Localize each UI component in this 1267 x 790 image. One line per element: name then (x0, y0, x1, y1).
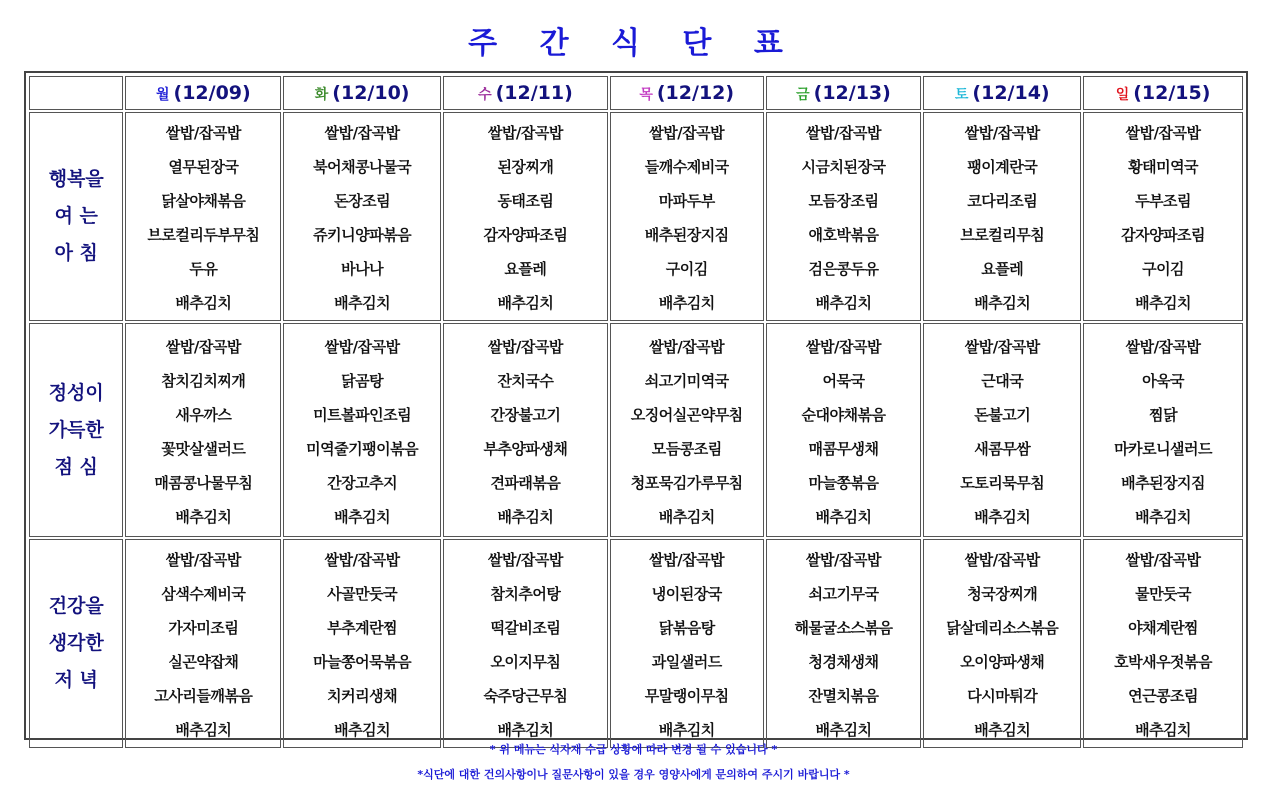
menu-item: 쌀밥/잡곡밥 (487, 337, 563, 356)
menu-item: 쌀밥/잡곡밥 (324, 124, 400, 142)
menu-item: 동태조림 (497, 192, 554, 210)
meal-row-lunch (29, 323, 1243, 537)
menu-item: 실곤약잡채 (168, 653, 239, 671)
menu-item: 호박새우젓볶음 (1114, 653, 1213, 671)
menu-item: 아욱국 (1142, 371, 1185, 390)
menu-item: 부추양파생채 (483, 439, 568, 458)
menu-item: 돈장조림 (334, 192, 391, 210)
menu-item: 마카로니샐러드 (1114, 439, 1213, 458)
menu-cell (1083, 112, 1243, 321)
menu-cell (610, 112, 764, 321)
menu-cell (283, 112, 441, 321)
menu-item: 쇠고기무국 (808, 585, 879, 603)
menu-cell (923, 539, 1081, 748)
meal-label-line: 저 녁 (54, 669, 98, 691)
day-glyph: 월 (155, 87, 170, 103)
menu-item: 두부조림 (1135, 192, 1192, 210)
menu-item: 들깨수제비국 (644, 158, 729, 176)
menu-item: 브로컬리두부무침 (147, 226, 260, 244)
menu-item: 배추김치 (334, 721, 391, 739)
menu-item: 감자양파조림 (1121, 226, 1206, 244)
day-date: (12/14) (972, 82, 1050, 104)
menu-item: 새콤무쌈 (974, 439, 1031, 458)
menu-item: 잔멸치볶음 (808, 687, 879, 705)
menu-item: 청국장찌개 (967, 585, 1038, 603)
menu-item: 어묵국 (822, 371, 865, 390)
menu-item: 배추김치 (815, 721, 872, 739)
day-glyph: 토 (954, 87, 969, 103)
meal-label-line: 아 침 (54, 242, 98, 264)
menu-item: 순대야채볶음 (801, 405, 886, 424)
menu-item: 미역줄기팽이볶음 (306, 439, 419, 458)
menu-item: 배추김치 (497, 294, 554, 312)
menu-item-list (284, 113, 440, 320)
menu-item: 마늘쫑볶음 (808, 473, 879, 492)
menu-item: 쌀밥/잡곡밥 (649, 551, 725, 569)
day-date: (12/15) (1133, 82, 1211, 104)
menu-item: 잔치국수 (497, 371, 554, 390)
menu-item: 배추김치 (1135, 294, 1192, 312)
menu-item: 청포묵김가루무침 (630, 473, 743, 492)
menu-item: 모듬콩조림 (651, 439, 722, 458)
menu-item: 모듬장조림 (808, 192, 879, 210)
menu-item: 쌀밥/잡곡밥 (1125, 551, 1201, 569)
menu-item-list (126, 327, 280, 534)
page-title: 주 간 식 단 표 (468, 26, 799, 61)
menu-item: 배추김치 (1135, 507, 1192, 526)
menu-item: 쌀밥/잡곡밥 (806, 124, 881, 142)
menu-item: 코다리조림 (967, 192, 1038, 210)
menu-item: 떡갈비조림 (490, 619, 561, 637)
meal-label-line: 생각한 (48, 632, 104, 654)
day-glyph: 화 (314, 87, 329, 103)
menu-item: 청경채생채 (808, 653, 879, 671)
menu-item-list (924, 113, 1080, 320)
menu-item: 고사리들깨볶음 (154, 687, 253, 705)
menu-cell (283, 323, 441, 537)
menu-item-list (611, 113, 763, 320)
menu-cell (766, 539, 922, 748)
day-header-sat (923, 76, 1081, 110)
menu-cell (610, 323, 764, 537)
menu-item: 해물굴소스볶음 (794, 619, 893, 637)
menu-item: 배추김치 (815, 507, 872, 526)
menu-cell (125, 539, 281, 748)
menu-item: 과일샐러드 (651, 653, 722, 671)
menu-item: 쌀밥/잡곡밥 (324, 337, 400, 356)
menu-item: 매콤무생채 (808, 439, 879, 458)
menu-item: 오이양파생채 (960, 653, 1045, 671)
menu-item: 다시마튀각 (967, 687, 1038, 705)
menu-item: 쇠고기미역국 (644, 371, 729, 390)
menu-item: 간장고추지 (327, 473, 398, 492)
day-glyph: 일 (1115, 87, 1130, 103)
menu-item-list (611, 327, 763, 534)
menu-item: 쌀밥/잡곡밥 (165, 337, 241, 356)
day-header-tue (283, 76, 441, 110)
menu-item: 쌀밥/잡곡밥 (1125, 124, 1201, 142)
menu-item: 구이김 (1142, 260, 1185, 278)
menu-item: 쌀밥/잡곡밥 (806, 551, 881, 569)
menu-item: 배추김치 (175, 721, 232, 739)
day-header-sun (1083, 76, 1243, 110)
menu-cell (1083, 539, 1243, 748)
menu-item: 배추김치 (974, 721, 1031, 739)
menu-item: 애호박볶음 (808, 226, 879, 244)
menu-item: 쌀밥/잡곡밥 (964, 337, 1040, 356)
menu-item: 오징어실곤약무침 (630, 405, 743, 424)
menu-item: 배추된장지짐 (644, 226, 729, 244)
menu-item-list (126, 540, 280, 747)
menu-item: 닭살야채볶음 (161, 192, 246, 210)
menu-item: 배추된장지짐 (1121, 473, 1206, 492)
menu-item: 배추김치 (974, 294, 1031, 312)
menu-item-list (611, 540, 763, 747)
menu-item: 쌀밥/잡곡밥 (649, 337, 725, 356)
menu-item-list (767, 540, 921, 747)
menu-cell (1083, 323, 1243, 537)
menu-item: 오이지무침 (490, 653, 561, 671)
menu-item: 참치추어탕 (490, 585, 561, 603)
note-contact-dietitian: *식단에 대한 건의사항이나 질문사항이 있을 경우 영양사에게 문의하여 주시기 바랍니다 * (417, 768, 850, 781)
menu-item: 숙주당근무침 (483, 687, 568, 705)
day-date: (12/09) (173, 82, 251, 104)
menu-cell (125, 323, 281, 537)
menu-item: 시금치된장국 (801, 158, 886, 176)
menu-item: 견파래볶음 (490, 473, 561, 492)
menu-item: 참치김치찌개 (161, 371, 246, 390)
menu-item: 배추김치 (658, 721, 715, 739)
note-menu-change: * 위 메뉴는 식자재 수급 상황에 따라 변경 될 수 있습니다 * (489, 743, 778, 756)
meal-label-line: 가득한 (48, 418, 104, 441)
day-glyph: 수 (478, 87, 492, 103)
menu-item: 쌀밥/잡곡밥 (964, 551, 1040, 569)
menu-item: 마늘쫑어묵볶음 (313, 653, 412, 671)
menu-cell (443, 323, 608, 537)
meal-label-line: 여 는 (54, 205, 98, 227)
day-date: (12/10) (332, 82, 410, 104)
menu-item: 열무된장국 (168, 158, 239, 176)
meal-label-breakfast (29, 112, 123, 321)
menu-item: 검은콩두유 (808, 260, 879, 278)
menu-cell (125, 112, 281, 321)
menu-item: 북어채콩나물국 (313, 158, 412, 176)
day-date: (12/13) (813, 82, 891, 104)
menu-item: 쌀밥/잡곡밥 (487, 124, 563, 142)
menu-item: 배추김치 (334, 294, 391, 312)
menu-item: 야채계란찜 (1128, 619, 1199, 637)
menu-item: 쌀밥/잡곡밥 (165, 551, 241, 569)
menu-item-list (924, 327, 1080, 534)
menu-item: 브로컬리무침 (960, 226, 1045, 244)
menu-item-list (444, 540, 607, 747)
menu-item: 치커리생채 (327, 687, 398, 705)
menu-item: 쌀밥/잡곡밥 (324, 551, 400, 569)
menu-cell (443, 112, 608, 321)
menu-item: 쌀밥/잡곡밥 (487, 551, 563, 569)
menu-item: 배추김치 (175, 507, 232, 526)
meal-row-dinner (29, 539, 1243, 748)
menu-item: 찜닭 (1149, 405, 1178, 424)
corner-cell (29, 76, 123, 110)
menu-cell (923, 323, 1081, 537)
menu-item: 가자미조림 (168, 619, 239, 637)
menu-cell (283, 539, 441, 748)
menu-item: 쌀밥/잡곡밥 (806, 337, 881, 356)
meal-label-line: 행복을 (48, 168, 104, 190)
menu-item: 매콤콩나물무침 (154, 473, 253, 492)
menu-cell (610, 539, 764, 748)
menu-item-list (1084, 113, 1242, 320)
day-date: (12/11) (495, 82, 573, 104)
day-date: (12/12) (656, 82, 735, 104)
menu-item: 쌀밥/잡곡밥 (649, 124, 725, 142)
menu-item: 마파두부 (658, 192, 715, 210)
day-header-thu (610, 76, 764, 110)
menu-item: 구이김 (665, 260, 708, 278)
menu-item: 새우까스 (175, 405, 232, 424)
menu-item: 도토리묵무침 (960, 473, 1045, 492)
day-glyph: 목 (639, 87, 653, 103)
menu-item: 요플레 (504, 260, 547, 278)
menu-cell (766, 112, 922, 321)
menu-item: 된장찌개 (497, 158, 554, 176)
menu-item: 쌀밥/잡곡밥 (964, 124, 1040, 142)
meal-label-line: 점 심 (54, 455, 98, 478)
menu-cell (766, 323, 922, 537)
weekly-menu-table (27, 74, 1245, 750)
menu-item: 미트볼파인조림 (313, 405, 412, 424)
menu-item: 연근콩조림 (1128, 687, 1199, 705)
header-row (29, 76, 1243, 110)
day-glyph: 금 (796, 87, 810, 103)
meal-label-lunch (29, 323, 123, 537)
menu-item: 부추계란찜 (327, 619, 398, 637)
menu-item-list (444, 113, 607, 320)
menu-item: 팽이계란국 (967, 158, 1038, 176)
menu-item: 배추김치 (334, 507, 391, 526)
menu-item: 쥬키니양파볶음 (313, 226, 412, 244)
menu-item: 닭살데리소스볶음 (946, 619, 1059, 637)
day-header-wed (443, 76, 608, 110)
meal-label-line: 정성이 (48, 381, 104, 404)
menu-item-list (924, 540, 1080, 747)
menu-item: 꽃맛살샐러드 (161, 439, 246, 458)
menu-item: 배추김치 (658, 507, 715, 526)
menu-item-list (767, 113, 921, 320)
meal-label-line: 건강을 (48, 595, 104, 617)
menu-item: 간장불고기 (490, 405, 561, 424)
menu-item: 배추김치 (497, 507, 554, 526)
menu-item: 쌀밥/잡곡밥 (1125, 337, 1201, 356)
menu-item-list (1084, 540, 1242, 747)
menu-item: 냉이된장국 (651, 585, 722, 603)
menu-item: 배추김치 (974, 507, 1031, 526)
menu-item: 삼색수제비국 (161, 585, 246, 603)
menu-item: 닭볶음탕 (658, 619, 715, 637)
menu-item: 닭곰탕 (341, 371, 384, 390)
meal-row-breakfast (29, 112, 1243, 321)
menu-cell (923, 112, 1081, 321)
menu-item: 배추김치 (175, 294, 232, 312)
menu-item-list (126, 113, 280, 320)
menu-item-list (767, 327, 921, 534)
menu-item: 물만둣국 (1135, 585, 1192, 603)
menu-item: 배추김치 (815, 294, 872, 312)
menu-item: 무말랭이무침 (644, 687, 729, 705)
menu-item: 배추김치 (658, 294, 715, 312)
menu-cell (443, 539, 608, 748)
menu-item: 황태미역국 (1128, 158, 1199, 176)
menu-item: 바나나 (341, 260, 384, 278)
menu-item: 배추김치 (1135, 721, 1192, 739)
menu-item-list (284, 327, 440, 534)
menu-item: 두유 (189, 260, 218, 278)
menu-item-list (284, 540, 440, 747)
menu-item: 근대국 (981, 371, 1024, 390)
menu-item: 감자양파조림 (483, 226, 568, 244)
day-header-fri (766, 76, 922, 110)
meal-label-dinner (29, 539, 123, 748)
menu-item-list (444, 327, 607, 534)
menu-item: 쌀밥/잡곡밥 (165, 124, 241, 142)
day-header-mon (125, 76, 281, 110)
menu-item: 돈불고기 (974, 405, 1031, 424)
menu-item: 요플레 (981, 260, 1024, 278)
menu-item: 배추김치 (497, 721, 554, 739)
menu-item: 사골만둣국 (327, 585, 398, 603)
menu-item-list (1084, 327, 1242, 534)
